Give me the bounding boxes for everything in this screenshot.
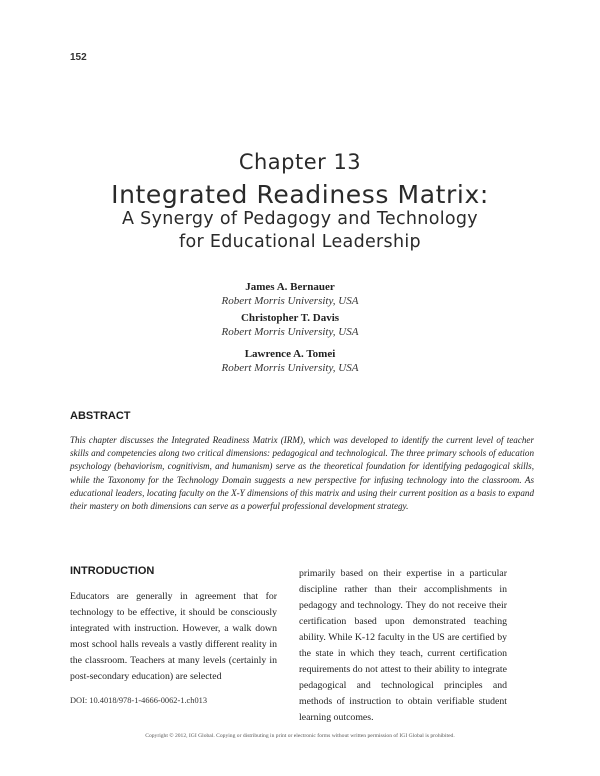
author-block — [0, 348, 580, 374]
chapter-label: Chapter 13 — [238, 150, 362, 174]
chapter-subtitle-line2: for Educational Leadership — [179, 232, 421, 252]
chapter-subtitle-line1: A Synergy of Pedagogy and Technology — [122, 209, 478, 229]
author-block — [0, 312, 580, 338]
author-affiliation: Robert Morris University, USA — [221, 326, 359, 338]
author-name: Christopher T. Davis — [240, 312, 340, 324]
copyright-notice: Copyright © 2012, IGI Global. Copying or distributing in print or electronic forms without written permission of IGI Global is prohibited. — [145, 733, 455, 739]
introduction-right-column: primarily based on their expertise in a particular discipline rather than their accomplishments in pedagogy and technology. They do not receive their certification based upon demonstrated teaching ability. While K-12 faculty in the US are certified by the state in which they teach, current certification requirements do not attest to their ability to integrate pedagogical and technological principles and methods of instruction to obtain verifiable student learning outcomes. — [299, 568, 507, 723]
abstract-text: This chapter discusses the Integrated Readiness Matrix (IRM), which was developed to identify the current level of teacher skills and competencies along two critical dimensions: pedagogical and technological. The three primary schools of education psychology (behaviorism, cognitivism, and humanism) serve as the theoretical foundation for identifying pedagogical skills, while the Taxonomy for the Technology Domain suggests a new perspective for infusing technology into the classroom. As educational leaders, locating faculty on the X-Y dimensions of this matrix and using their current position as a basis to expand their mastery on both dimensions can serve as a powerful professional development strategy. — [70, 435, 534, 512]
author-affiliation: Robert Morris University, USA — [221, 362, 359, 374]
chapter-title: Integrated Readiness Matrix: — [111, 180, 489, 209]
author-affiliation: Robert Morris University, USA — [221, 295, 359, 307]
abstract-heading: ABSTRACT — [70, 410, 131, 422]
author-name: James A. Bernauer — [245, 281, 335, 293]
doi-line: DOI: 10.4018/978-1-4666-0062-1.ch013 — [70, 696, 208, 705]
author-name: Lawrence A. Tomei — [244, 348, 336, 360]
introduction-left-column: Educators are generally in agreement that for technology to be effective, it should be consciously integrated with instruction. However, a walk down most school halls reveals a vastly different reality in the classroom. Teachers at many levels (certainly in post-secondary education) are selected — [70, 591, 277, 682]
page-number: 152 — [70, 52, 87, 63]
introduction-heading: INTRODUCTION — [70, 565, 155, 577]
author-block — [0, 281, 580, 307]
